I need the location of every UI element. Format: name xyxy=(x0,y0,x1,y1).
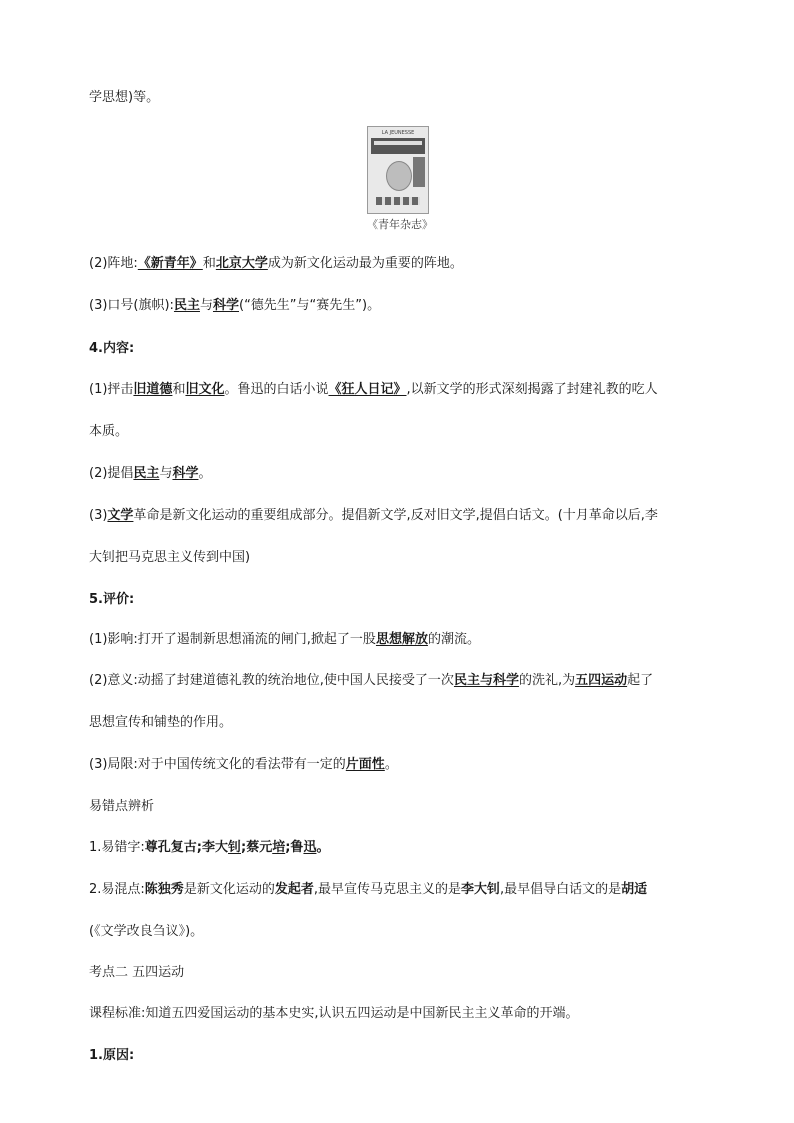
para-error-1: 1.易错字:尊孔复古;李大钊;蔡元培;鲁迅。 xyxy=(89,840,330,855)
para-eval-1: (1)影响:打开了遏制新思想涌流的闸门,掀起了一股思想解放的潮流。 xyxy=(89,632,480,647)
heading-reason: 1.原因: xyxy=(89,1048,135,1063)
para-base: (2)阵地:《新青年》和北京大学成为新文化运动最为重要的阵地。 xyxy=(89,256,463,271)
para-eval-2: (2)意义:动摇了封建道德礼教的统治地位,使中国人民接受了一次民主与科学的洗礼,为五四运动起了 xyxy=(89,673,654,688)
para-error-2: 2.易混点:陈独秀是新文化运动的发起者,最早宣传马克思主义的是李大钊,最早倡导白话文的是胡适 xyxy=(89,882,648,897)
section-kaodian-2: 考点二 五四运动 xyxy=(89,965,185,980)
section-error-analysis: 易错点辨析 xyxy=(89,799,155,814)
continuation-line: 学思想)等。 xyxy=(89,90,160,105)
para-eval-3: (3)局限:对于中国传统文化的看法带有一定的片面性。 xyxy=(89,757,398,772)
para-content-1-cont: 本质。 xyxy=(89,424,129,439)
para-content-3: (3)文学革命是新文化运动的重要组成部分。提倡新文学,反对旧文学,提倡白话文。(十月革命以后,李 xyxy=(89,508,658,523)
para-content-2: (2)提倡民主与科学。 xyxy=(89,466,212,481)
course-standard: 课程标准:知道五四爱国运动的基本史实,认识五四运动是中国新民主主义革命的开端。 xyxy=(89,1006,579,1021)
figure-caption: 《青年杂志》 xyxy=(367,218,433,231)
para-error-2-cont: (《文学改良刍议》)。 xyxy=(89,924,204,939)
magazine-figure xyxy=(367,126,433,232)
heading-content: 4.内容: xyxy=(89,341,135,356)
para-eval-2-cont: 思想宣传和铺垫的作用。 xyxy=(89,715,233,730)
para-slogan: (3)口号(旗帜):民主与科学(“德先生”与“赛先生”)。 xyxy=(89,298,381,313)
para-content-1: (1)抨击旧道德和旧文化。鲁迅的白话小说《狂人日记》,以新文学的形式深刻揭露了封建礼教的吃人 xyxy=(89,382,658,397)
magazine-cover-image: LA JEUNESSE xyxy=(367,126,429,214)
heading-evaluation: 5.评价: xyxy=(89,592,135,607)
para-content-3-cont: 大钊把马克思主义传到中国) xyxy=(89,550,251,565)
